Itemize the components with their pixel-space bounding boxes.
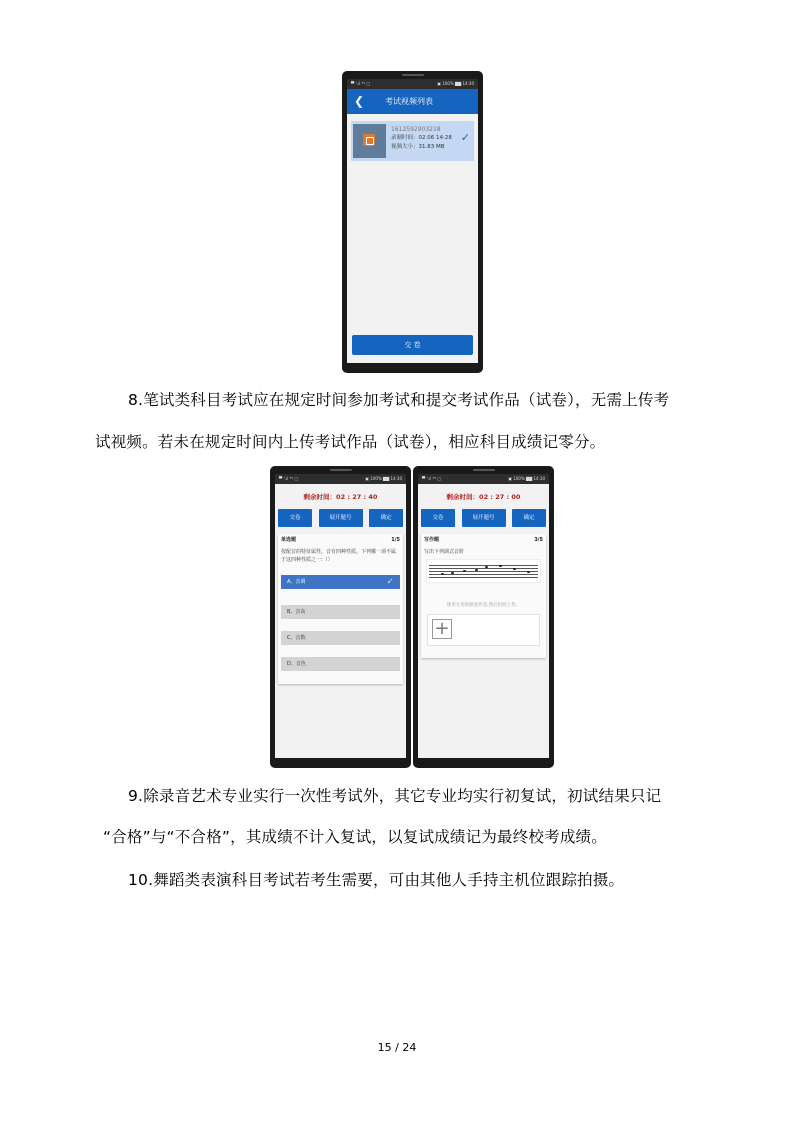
question-header	[421, 534, 546, 546]
app-bar	[347, 89, 478, 114]
remaining-time: 剩余时间：02 : 27 : 00	[446, 493, 521, 501]
question-panel	[278, 534, 403, 684]
exam-toolbar	[278, 509, 403, 527]
check-icon: ✓	[386, 577, 394, 587]
add-photo-icon[interactable]: +	[432, 619, 452, 639]
status-right: ▣ 100% ▇▇ 14:30	[437, 81, 474, 86]
paragraph-10: 10.舞蹈类表演科目考试若考生需要，可由其他人手持主机位跟踪拍摄。	[128, 871, 625, 889]
phone-video-list	[342, 71, 483, 373]
status-bar	[418, 474, 549, 484]
submit-exam-button[interactable]: 交卷	[421, 509, 455, 527]
exam-toolbar	[421, 509, 546, 527]
phone-screen	[418, 474, 549, 758]
confirm-button[interactable]: 确定	[369, 509, 403, 527]
back-arrow-icon[interactable]: ❮	[354, 94, 365, 108]
question-type: 单选题	[281, 537, 297, 543]
video-thumbnail	[353, 124, 386, 158]
music-staff-image	[426, 559, 541, 583]
phone-exam-choice	[270, 466, 411, 768]
status-left: ▀ ᵀ.ıl ⁵ᴳ ▢	[422, 476, 442, 481]
confirm-button[interactable]: 确定	[512, 509, 546, 527]
submit-exam-button[interactable]: 交卷	[278, 509, 312, 527]
phone-screen	[275, 474, 406, 758]
paragraph-9-line1: 9.除录音艺术专业实行一次性考试外，其它专业均实行初复试，初试结果只记	[128, 787, 662, 805]
status-right: ▣ 100% ▇▇ 14:30	[508, 476, 545, 481]
phone-speaker	[402, 74, 424, 76]
remaining-time: 剩余时间：02 : 27 : 40	[303, 493, 378, 501]
video-item[interactable]	[351, 121, 474, 161]
status-bar	[275, 474, 406, 484]
phone-speaker	[330, 469, 352, 471]
expand-questions-button[interactable]: 展开题号	[319, 509, 363, 527]
phone-exam-writing	[413, 466, 554, 768]
question-type: 写作题	[424, 537, 440, 543]
video-size: 视频大小：31.83 MB	[391, 144, 445, 150]
question-text: 按配音的特征属性，音有四种性质，下列哪一项不属于这四种性质之一:（）	[281, 549, 397, 563]
submit-button[interactable]: 交 卷	[352, 335, 473, 355]
video-file-icon-inner	[366, 137, 374, 145]
question-progress: 3/5	[534, 537, 543, 543]
question-text: 写出下列调式音阶	[424, 549, 465, 555]
phone-speaker	[473, 469, 495, 471]
option-a[interactable]	[281, 575, 400, 589]
video-record-time: 录制时间：02.06 14:28	[391, 135, 452, 141]
video-info	[391, 125, 452, 152]
page-number: 15 / 24	[377, 1041, 417, 1054]
paragraph-8-line1: 8.笔试类科目考试应在规定时间参加考试和提交考试作品（试卷），无需上传考	[128, 391, 670, 409]
question-header	[278, 534, 403, 546]
status-bar	[347, 79, 478, 89]
question-progress: 1/5	[391, 537, 400, 543]
phone-screen	[347, 79, 478, 363]
upload-hint: 使用专用的纸张作答,然后拍照上传。	[446, 603, 521, 608]
option-c[interactable]: C、音数	[281, 631, 400, 645]
option-label: A、音调	[287, 579, 306, 585]
upload-area	[427, 614, 540, 646]
status-left: ▀ ᵀ.ıl ⁵ᴳ ▢	[279, 476, 299, 481]
paragraph-9-line2: “合格”与“不合格”，其成绩不计入复试，以复试成绩记为最终校考成绩。	[103, 828, 607, 846]
paragraph-8-line2: 试视频。若未在规定时间内上传考试作品（试卷），相应科目成绩记零分。	[95, 433, 606, 451]
expand-questions-button[interactable]: 展开题号	[462, 509, 506, 527]
status-right: ▣ 100% ▇▇ 14:30	[365, 476, 402, 481]
option-b[interactable]: B、音高	[281, 605, 400, 619]
option-d[interactable]: D、音色	[281, 657, 400, 671]
check-icon: ✓	[460, 131, 470, 144]
question-panel	[421, 534, 546, 658]
video-id: 1612592903218	[391, 126, 441, 133]
page-title: 考试视频列表	[385, 97, 433, 106]
status-left: ▀ ᵀ.ıl ⁵ᴳ ▢	[351, 81, 371, 86]
